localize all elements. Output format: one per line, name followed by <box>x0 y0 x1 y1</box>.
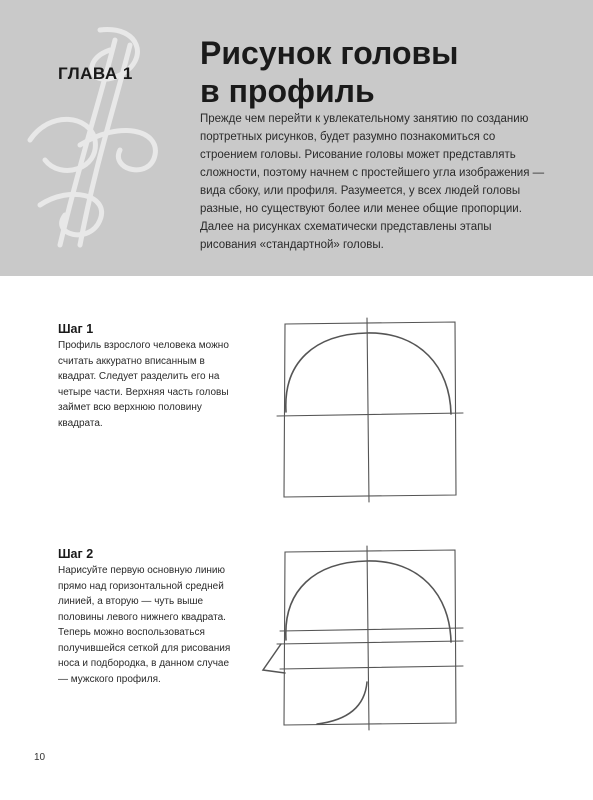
step-2-sketch <box>255 540 485 740</box>
header-band <box>0 0 593 276</box>
sketch-horizontal-mid <box>277 641 463 644</box>
sketch-vertical-mid <box>367 318 369 502</box>
page-number: 10 <box>34 752 46 763</box>
step-2-text: Нарисуйте первую основную линию прямо над горизонтальной средней линией, а вторую — чуть выше половины левого нижнего квадрата. Теперь можно воспользоваться получившейся сеткой для рисования носа и подбородка, в данном случае — мужского профиля. <box>58 565 231 685</box>
sketch-square <box>284 550 456 725</box>
intro-paragraph: Прежде чем перейти к увлекательному занятию по созданию портретных рисунков, будет разумно познакомиться со строением головы. Рисование головы может представлять сложности, поэтому начнем с простейшего угла изображения — вида сбоку, или профиля. Разумеется, у всех людей головы разные, но существуют более или менее общие пропорции. Далее на рисунках схематически представлены этапы рисования «стандартной» головы. <box>200 113 545 251</box>
page-title-line-1: Рисунок головы <box>200 35 459 71</box>
sketch-square <box>284 322 456 497</box>
sketch-horizontal-mid <box>277 413 463 416</box>
step-2-title: Шаг 2 <box>58 547 94 561</box>
step-1-text: Профиль взрослого человека можно считать аккуратно вписанным в квадрат. Следует разделить его на четыре части. Верхняя часть головы займет всю верхнюю половину квадрата. <box>58 340 229 429</box>
sketch-guide-line-upper <box>280 628 463 631</box>
sketch-vertical-mid <box>367 546 369 730</box>
flourish-ornament-icon <box>20 20 170 260</box>
step-1-sketch <box>255 312 485 512</box>
page-title-line-2: в профиль <box>200 73 375 109</box>
chapter-label: ГЛАВА 1 <box>58 64 133 83</box>
sketch-guide-line-lower <box>280 666 463 669</box>
step-1-title: Шаг 1 <box>58 322 94 336</box>
sketch-chin <box>317 682 367 724</box>
page-title <box>200 34 560 110</box>
